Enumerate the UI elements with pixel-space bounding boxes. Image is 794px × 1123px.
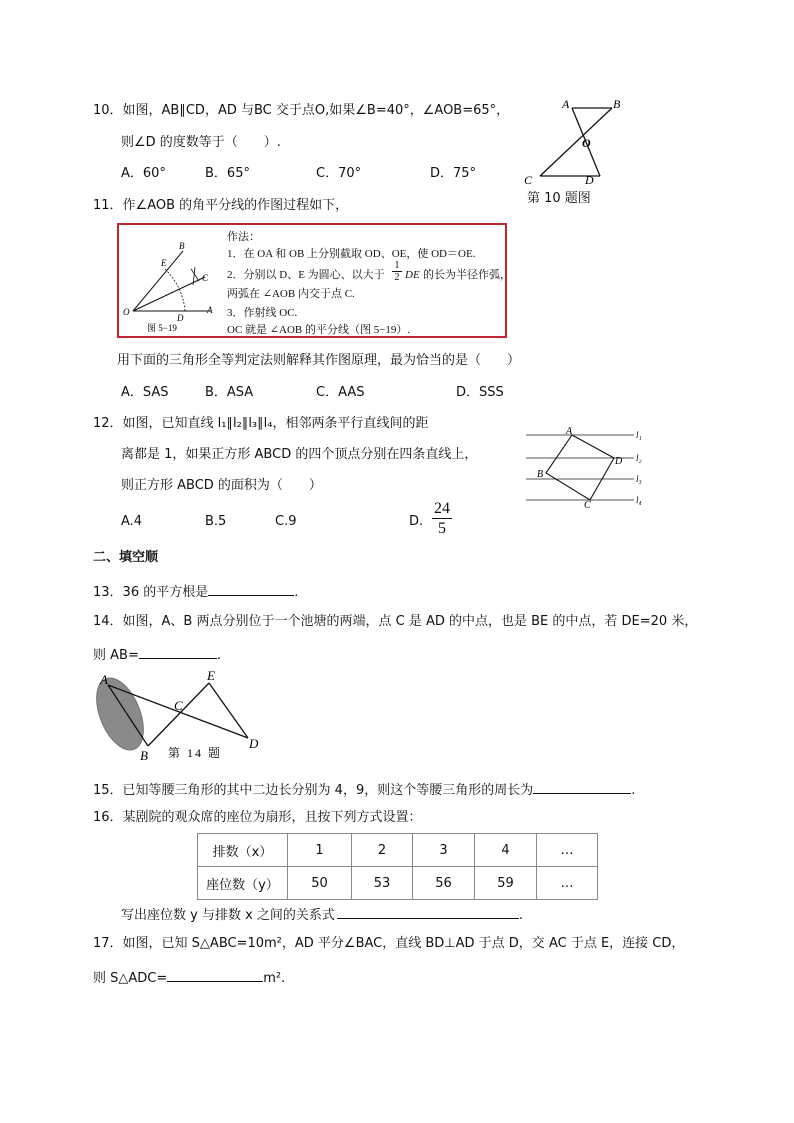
q12-label-l4: l₄ [636, 495, 642, 505]
q11-step2-cont: 两弧在 ∠AOB 内交于点 C. [227, 288, 355, 300]
table-cell: 56 [413, 867, 475, 900]
q11-option-c: C．AAS [316, 385, 365, 400]
q14-figure [92, 668, 267, 760]
q16-table [197, 833, 598, 900]
q10-label-o: O [582, 136, 591, 150]
q11-frac-num: 1 [392, 260, 402, 272]
q10-label-d: D [585, 173, 594, 186]
q14-label-d: D [249, 736, 259, 751]
q10-option-b: B．65° [205, 166, 250, 181]
q11-step1: 1．在 OA 和 OB 上分别截取 OD、OE，使 OD＝OE. [227, 248, 476, 260]
q12-option-d-fraction [432, 499, 452, 538]
q10-stem-line2: 则∠D 的度数等于（ ）. [121, 135, 281, 150]
q17-prefix: 则 S△ADC= [93, 971, 168, 986]
table-row [198, 834, 598, 867]
q15-answer-blank[interactable] [533, 780, 631, 794]
q14-prefix: 则 AB= [93, 648, 139, 663]
q14-end: . [216, 648, 221, 663]
q11-question: 用下面的三角形全等判定法则解释其作图原理，最为恰当的是（ ） [117, 353, 521, 368]
q11-option-a: A．SAS [121, 385, 169, 400]
q15-end: . [631, 783, 636, 798]
q12-stem-line3: 则正方形 ABCD 的面积为（ ） [121, 478, 322, 493]
q16-stem: 16．某剧院的观众席的座位为扇形，且按下列方式设置： [93, 810, 422, 825]
table-cell: 1 [288, 834, 352, 867]
q12-label-l2: l₂ [636, 453, 642, 463]
q14-label-a: A [100, 672, 108, 687]
q17-row2 [93, 968, 285, 987]
q10-figure [520, 98, 630, 186]
q12-frac-num: 24 [434, 500, 450, 517]
q11-option-d: D．SSS [456, 385, 504, 400]
q14-label-b: B [140, 748, 148, 760]
q13-stem: 13．36 的平方根是 [93, 585, 209, 600]
q11-step2: 2．分别以 D、E 为圆心、以大于 [227, 269, 385, 281]
q12-label-l3: l₃ [636, 474, 642, 484]
q10-figure-caption: 第 10 题图 [527, 191, 591, 206]
q17-end: m². [263, 971, 286, 986]
q16-follow: 写出座位数 y 与排数 x 之间的关系式 [121, 908, 335, 923]
q10-option-c: C．70° [316, 166, 362, 181]
q12-option-a: A.4 [121, 514, 143, 529]
q10-option-a: A．60° [121, 166, 166, 181]
q11-label-d: D [177, 313, 184, 323]
table-cell: 4 [475, 834, 537, 867]
q14-row2 [93, 645, 221, 664]
q11-option-b: B．ASA [205, 385, 254, 400]
q12-label-a: A [566, 426, 573, 437]
q16-answer-blank[interactable] [337, 905, 519, 919]
q11-step3: 3．作射线 OC. [227, 307, 298, 319]
q16-end: . [518, 908, 524, 923]
q12-frac-den: 5 [438, 520, 446, 537]
q11-label-a: A [207, 305, 213, 315]
table-cell: 3 [413, 834, 475, 867]
q11-label-b: B [179, 241, 185, 251]
q12-option-d: D. [409, 514, 424, 529]
table-cell: 2 [352, 834, 413, 867]
q11-label-o: O [123, 307, 130, 317]
q17-answer-blank[interactable] [167, 968, 263, 982]
q11-label-c: C [202, 273, 209, 283]
q13-answer-blank[interactable] [208, 582, 294, 596]
table-row [198, 867, 598, 900]
q12-label-b: B [537, 469, 544, 480]
q16-follow-row [121, 905, 523, 924]
q14-label-e: E [207, 668, 215, 683]
q11-label-e: E [161, 258, 167, 268]
q12-option-b: B.5 [205, 514, 227, 529]
q12-label-c: C [584, 500, 591, 510]
q11-frac-after: DE [405, 269, 420, 281]
section2-title: 二、填空顺 [93, 550, 159, 565]
q11-fraction [392, 260, 402, 283]
q11-method-box [117, 223, 511, 338]
q13-row [93, 582, 298, 601]
table-cell: 59 [475, 867, 537, 900]
q15-stem: 15．已知等腰三角形的其中二边长分别为 4，9，则这个等腰三角形的周长为 [93, 783, 534, 798]
q11-frac-den: 2 [394, 272, 400, 283]
q14-stem-line1: 14．如图，A、B 两点分别位于一个池塘的两端，点 C 是 AD 的中点，也是 BE 的中点，若 DE=20 米， [93, 614, 698, 629]
q12-figure [522, 426, 652, 510]
table-cell: … [537, 834, 598, 867]
table-cell: 50 [288, 867, 352, 900]
q15-row [93, 780, 635, 799]
q10-label-b: B [613, 98, 621, 111]
q11-conclusion: OC 就是 ∠AOB 的平分线（图 5−19）. [227, 324, 411, 336]
table-cell: … [537, 867, 598, 900]
table-cell: 53 [352, 867, 413, 900]
q12-label-l1: l₁ [636, 430, 642, 440]
q10-stem-line1: 10．如图，AB∥CD，AD 与BC 交于点O,如果∠B=40°，∠AOB=65°， [93, 103, 510, 118]
q10-option-d: D．75° [430, 166, 477, 181]
q11-stem: 11．作∠AOB 的角平分线的作图过程如下， [93, 198, 349, 213]
q10-label-a: A [562, 98, 570, 111]
table-cell: 排数（x） [198, 834, 288, 867]
q17-stem-line1: 17．如图，已知 S△ABC=10m²，AD 平分∠BAC，直线 BD⊥AD 于点 D，交 AC 于点 E，连接 CD， [93, 936, 685, 951]
q10-label-c: C [524, 173, 533, 186]
q13-end: . [294, 585, 299, 600]
q14-label-c: C [174, 698, 183, 713]
table-cell: 座位数（y） [198, 867, 288, 900]
q11-figure [121, 229, 221, 335]
q11-step2-end: 的长为半径作弧， [423, 269, 511, 281]
q11-method-title: 作法： [227, 231, 260, 243]
q14-figure-caption: 第 14 题 [168, 746, 223, 760]
q14-answer-blank[interactable] [139, 645, 217, 659]
q11-figure-caption: 图 5−19 [147, 323, 177, 333]
q12-stem-line2: 离都是 1，如果正方形 ABCD 的四个顶点分别在四条直线上， [121, 447, 478, 462]
q12-stem-line1: 12．如图，已知直线 l₁∥l₂∥l₃∥l₄，相邻两条平行直线间的距 [93, 416, 429, 431]
q12-option-c: C.9 [275, 514, 297, 529]
q12-label-d: D [615, 456, 623, 467]
